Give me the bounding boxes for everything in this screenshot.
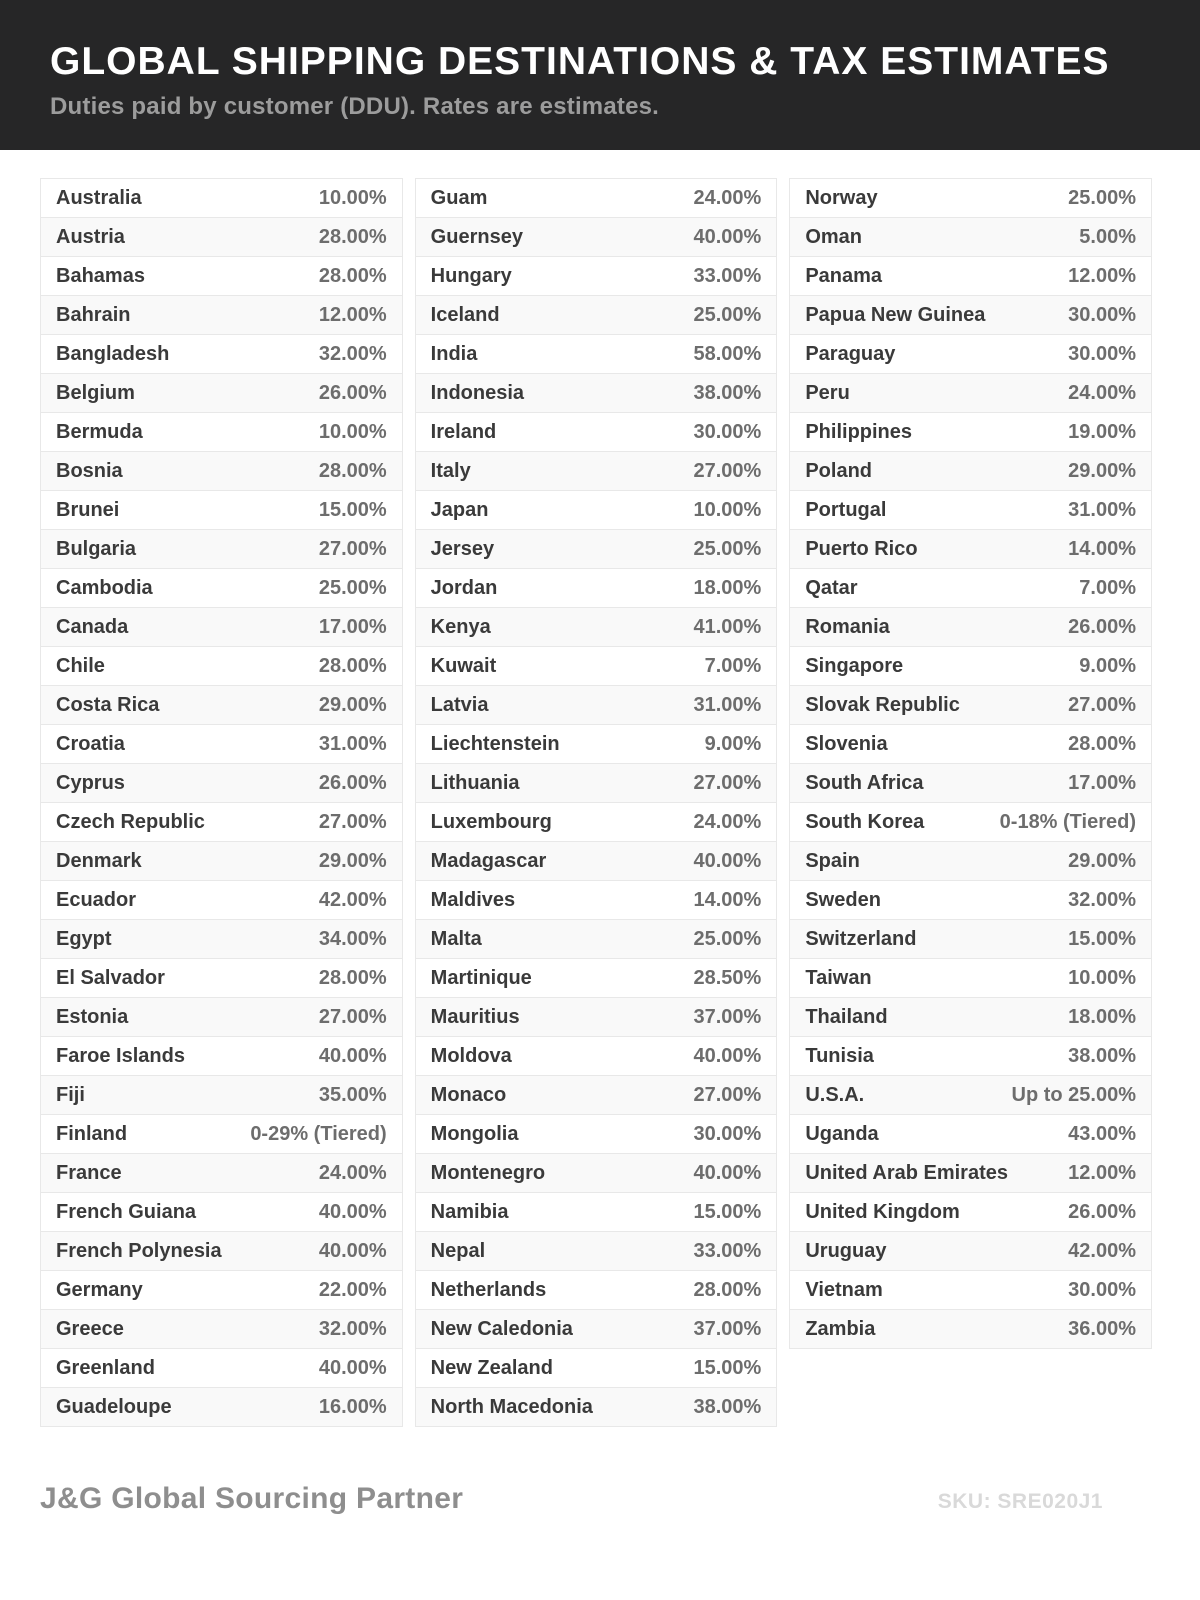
country-name: El Salvador (56, 966, 165, 989)
tax-rate: 15.00% (1068, 927, 1137, 950)
table-row (789, 685, 1152, 725)
table-row (40, 1309, 403, 1349)
tax-rate: 25.00% (693, 927, 762, 950)
country-name: Sweden (805, 888, 881, 911)
tax-rate: 25.00% (1068, 186, 1137, 209)
tax-rate: 30.00% (693, 1122, 762, 1145)
tax-rate: 28.00% (318, 264, 387, 287)
table-row (40, 529, 403, 569)
table-row (40, 880, 403, 920)
country-name: Maldives (430, 888, 516, 911)
tax-rate: 31.00% (693, 693, 762, 716)
tax-rate: 0-29% (Tiered) (250, 1122, 387, 1145)
tax-rate: 25.00% (693, 537, 762, 560)
table-row (415, 334, 778, 374)
table-row (415, 1192, 778, 1232)
country-name: Greece (56, 1317, 124, 1340)
table-row (415, 685, 778, 725)
table-row (40, 217, 403, 257)
table-row (40, 451, 403, 491)
table-row (40, 373, 403, 413)
tax-rate: 26.00% (318, 381, 387, 404)
tax-rate: 15.00% (693, 1200, 762, 1223)
rate-column-2 (415, 178, 778, 1427)
tax-rate: 24.00% (318, 1161, 387, 1184)
table-row (40, 1075, 403, 1115)
table-row (40, 1114, 403, 1154)
country-name: Oman (805, 225, 863, 248)
country-name: Indonesia (430, 381, 525, 404)
table-row (789, 1075, 1152, 1115)
country-name: U.S.A. (805, 1083, 865, 1106)
tax-rate: 28.00% (1068, 732, 1137, 755)
country-name: Taiwan (805, 966, 872, 989)
table-row (40, 997, 403, 1037)
page-subtitle: Duties paid by customer (DDU). Rates are estimates. (50, 93, 660, 120)
country-name: Italy (430, 459, 471, 482)
table-row (415, 217, 778, 257)
country-name: Cambodia (56, 576, 153, 599)
country-name: Fiji (56, 1083, 85, 1106)
table-row (415, 412, 778, 452)
tax-rate: 34.00% (318, 927, 387, 950)
tax-rate: 28.00% (318, 654, 387, 677)
tax-rate: 24.00% (693, 810, 762, 833)
tax-rate: 17.00% (1068, 771, 1137, 794)
table-row (415, 607, 778, 647)
table-row (789, 1153, 1152, 1193)
table-row (415, 724, 778, 764)
tax-rate: 29.00% (318, 693, 387, 716)
country-name: Madagascar (430, 849, 547, 872)
tax-rate: 30.00% (693, 420, 762, 443)
tax-rate: 38.00% (693, 381, 762, 404)
country-name: Bahamas (56, 264, 145, 287)
tax-rate: 27.00% (693, 459, 762, 482)
tax-rate: 40.00% (693, 1161, 762, 1184)
table-row (40, 841, 403, 881)
country-name: Jordan (430, 576, 498, 599)
country-name: Spain (805, 849, 860, 872)
table-row (415, 529, 778, 569)
tax-rate: 24.00% (693, 186, 762, 209)
tax-rate: 40.00% (318, 1044, 387, 1067)
tax-rate: 19.00% (1068, 420, 1137, 443)
table-row (789, 1036, 1152, 1076)
table-row (789, 763, 1152, 803)
table-row (40, 334, 403, 374)
tax-rate: 27.00% (693, 1083, 762, 1106)
country-name: Germany (56, 1278, 143, 1301)
table-row (40, 1348, 403, 1388)
tax-rate: 30.00% (1068, 1278, 1137, 1301)
tax-rate: 7.00% (1079, 576, 1137, 599)
country-name: India (430, 342, 478, 365)
tax-rate: 27.00% (318, 537, 387, 560)
country-name: Mongolia (430, 1122, 519, 1145)
country-name: Norway (805, 186, 878, 209)
country-name: Ireland (430, 420, 497, 443)
page-footer (0, 1482, 1200, 1516)
table-row (415, 1036, 778, 1076)
country-name: Monaco (430, 1083, 507, 1106)
country-name: Estonia (56, 1005, 129, 1028)
tax-rate: 35.00% (318, 1083, 387, 1106)
table-row (415, 1153, 778, 1193)
country-name: Kuwait (430, 654, 497, 677)
country-name: Brunei (56, 498, 120, 521)
table-row (789, 1114, 1152, 1154)
tax-rate: 40.00% (318, 1356, 387, 1379)
table-row (789, 958, 1152, 998)
table-row (789, 997, 1152, 1037)
table-row (40, 1153, 403, 1193)
table-row (415, 997, 778, 1037)
country-name: Portugal (805, 498, 887, 521)
tax-rate: 26.00% (1068, 615, 1137, 638)
tax-rate: 28.50% (693, 966, 762, 989)
table-row (789, 412, 1152, 452)
country-name: Malta (430, 927, 482, 950)
table-row (415, 1114, 778, 1154)
tax-rate: 33.00% (693, 1239, 762, 1262)
tax-rate: 25.00% (693, 303, 762, 326)
country-name: Lithuania (430, 771, 520, 794)
country-name: Guadeloupe (56, 1395, 172, 1418)
country-name: Guernsey (430, 225, 523, 248)
country-name: Puerto Rico (805, 537, 918, 560)
country-name: Uruguay (805, 1239, 887, 1262)
country-name: Canada (56, 615, 129, 638)
tax-rate: 10.00% (318, 420, 387, 443)
table-row (415, 880, 778, 920)
country-name: Guam (430, 186, 488, 209)
table-row (415, 490, 778, 530)
country-name: French Guiana (56, 1200, 197, 1223)
country-name: France (56, 1161, 122, 1184)
tax-rate: 29.00% (1068, 849, 1137, 872)
table-row (40, 256, 403, 296)
country-name: Martinique (430, 966, 532, 989)
tax-rate: 17.00% (318, 615, 387, 638)
tax-rate: 5.00% (1079, 225, 1137, 248)
tax-rate: 24.00% (1068, 381, 1137, 404)
table-row (789, 217, 1152, 257)
table-row (40, 802, 403, 842)
tax-rate: 16.00% (318, 1395, 387, 1418)
rate-column-3 (789, 178, 1152, 1349)
rates-table (0, 150, 1200, 1427)
tax-rate: 25.00% (318, 576, 387, 599)
tax-rate: 10.00% (318, 186, 387, 209)
page-header (0, 0, 1200, 150)
table-row (415, 1387, 778, 1427)
tax-rate: 40.00% (318, 1239, 387, 1262)
country-name: Poland (805, 459, 873, 482)
tax-rate: 32.00% (318, 342, 387, 365)
country-name: Bangladesh (56, 342, 170, 365)
tax-rate: 33.00% (693, 264, 762, 287)
country-name: Vietnam (805, 1278, 883, 1301)
tax-rate: 27.00% (318, 1005, 387, 1028)
tax-rate: 26.00% (318, 771, 387, 794)
tax-rate: 12.00% (1068, 1161, 1137, 1184)
tax-rate: 27.00% (693, 771, 762, 794)
country-name: Slovenia (805, 732, 888, 755)
tax-rate: 14.00% (1068, 537, 1137, 560)
country-name: Montenegro (430, 1161, 546, 1184)
country-name: French Polynesia (56, 1239, 222, 1262)
tax-rate: 38.00% (693, 1395, 762, 1418)
table-row (789, 841, 1152, 881)
country-name: Greenland (56, 1356, 155, 1379)
tax-rate: 9.00% (704, 732, 762, 755)
table-row (40, 958, 403, 998)
table-row (40, 295, 403, 335)
tax-rate: 7.00% (704, 654, 762, 677)
country-name: Iceland (430, 303, 500, 326)
table-row (789, 568, 1152, 608)
country-name: Mauritius (430, 1005, 520, 1028)
table-row (415, 1270, 778, 1310)
table-row (415, 451, 778, 491)
country-name: Singapore (805, 654, 904, 677)
table-row (40, 607, 403, 647)
table-row (40, 178, 403, 218)
table-row (415, 256, 778, 296)
table-row (40, 1192, 403, 1232)
country-name: Hungary (430, 264, 512, 287)
tax-rate: 22.00% (318, 1278, 387, 1301)
tax-rate: 18.00% (1068, 1005, 1137, 1028)
table-row (789, 1192, 1152, 1232)
table-row (40, 919, 403, 959)
tax-rate: 29.00% (1068, 459, 1137, 482)
table-row (789, 295, 1152, 335)
brand-name: J&G Global Sourcing Partner (40, 1482, 464, 1515)
tax-rate: 42.00% (1068, 1239, 1137, 1262)
table-row (40, 763, 403, 803)
tax-rate: 26.00% (1068, 1200, 1137, 1223)
table-row (415, 568, 778, 608)
country-name: North Macedonia (430, 1395, 593, 1418)
table-row (40, 568, 403, 608)
country-name: Croatia (56, 732, 125, 755)
country-name: Tunisia (805, 1044, 874, 1067)
tax-rate: 40.00% (318, 1200, 387, 1223)
table-row (40, 1231, 403, 1271)
tax-rate: 28.00% (318, 459, 387, 482)
tax-rate: 9.00% (1079, 654, 1137, 677)
table-row (40, 646, 403, 686)
country-name: Belgium (56, 381, 135, 404)
country-name: Cyprus (56, 771, 125, 794)
country-name: New Zealand (430, 1356, 553, 1379)
country-name: Latvia (430, 693, 489, 716)
country-name: Luxembourg (430, 810, 552, 833)
table-row (40, 490, 403, 530)
table-row (789, 646, 1152, 686)
tax-rate: 31.00% (318, 732, 387, 755)
tax-rate: 40.00% (693, 849, 762, 872)
country-name: Qatar (805, 576, 858, 599)
country-name: Nepal (430, 1239, 486, 1262)
table-row (789, 724, 1152, 764)
tax-rate: Up to 25.00% (1011, 1083, 1137, 1106)
tax-rate: 36.00% (1068, 1317, 1137, 1340)
tax-rate: 10.00% (693, 498, 762, 521)
tax-rate: 31.00% (1068, 498, 1137, 521)
country-name: Faroe Islands (56, 1044, 185, 1067)
tax-rate: 18.00% (693, 576, 762, 599)
tax-rate: 28.00% (318, 225, 387, 248)
table-row (789, 334, 1152, 374)
table-row (415, 295, 778, 335)
country-name: Kenya (430, 615, 491, 638)
table-row (40, 724, 403, 764)
table-row (415, 178, 778, 218)
country-name: Finland (56, 1122, 128, 1145)
tax-rate: 29.00% (318, 849, 387, 872)
tax-rate: 43.00% (1068, 1122, 1137, 1145)
table-row (415, 1231, 778, 1271)
tax-rate: 27.00% (318, 810, 387, 833)
table-row (789, 1270, 1152, 1310)
tax-rate: 38.00% (1068, 1044, 1137, 1067)
tax-rate: 12.00% (318, 303, 387, 326)
tax-rate: 12.00% (1068, 264, 1137, 287)
country-name: South Korea (805, 810, 925, 833)
country-name: Liechtenstein (430, 732, 560, 755)
tax-rate: 42.00% (318, 888, 387, 911)
table-row (40, 685, 403, 725)
tax-rate: 58.00% (693, 342, 762, 365)
table-row (789, 880, 1152, 920)
country-name: Bosnia (56, 459, 123, 482)
country-name: Philippines (805, 420, 913, 443)
table-row (415, 958, 778, 998)
country-name: Bermuda (56, 420, 143, 443)
country-name: Czech Republic (56, 810, 205, 833)
country-name: Papua New Guinea (805, 303, 986, 326)
country-name: Jersey (430, 537, 495, 560)
tax-rate: 41.00% (693, 615, 762, 638)
tax-rate: 0-18% (Tiered) (999, 810, 1137, 833)
table-row (415, 919, 778, 959)
tax-rate: 30.00% (1068, 303, 1137, 326)
tax-rate: 30.00% (1068, 342, 1137, 365)
table-row (789, 256, 1152, 296)
table-row (415, 646, 778, 686)
tax-rate: 28.00% (318, 966, 387, 989)
country-name: Chile (56, 654, 105, 677)
tax-rate: 15.00% (318, 498, 387, 521)
tax-rate: 32.00% (318, 1317, 387, 1340)
country-name: Switzerland (805, 927, 917, 950)
country-name: Slovak Republic (805, 693, 960, 716)
table-row (789, 373, 1152, 413)
table-row (415, 763, 778, 803)
country-name: Thailand (805, 1005, 888, 1028)
country-name: Netherlands (430, 1278, 547, 1301)
tax-rate: 40.00% (693, 225, 762, 248)
country-name: Costa Rica (56, 693, 160, 716)
table-row (40, 412, 403, 452)
table-row (789, 919, 1152, 959)
table-row (789, 490, 1152, 530)
tax-rate: 32.00% (1068, 888, 1137, 911)
tax-rate: 15.00% (693, 1356, 762, 1379)
country-name: United Kingdom (805, 1200, 960, 1223)
page-title: GLOBAL SHIPPING DESTINATIONS & TAX ESTIMATES (50, 40, 1110, 83)
tax-rate: 27.00% (1068, 693, 1137, 716)
table-row (789, 1231, 1152, 1271)
country-name: South Africa (805, 771, 924, 794)
country-name: Egypt (56, 927, 112, 950)
country-name: Panama (805, 264, 883, 287)
tax-rate: 40.00% (693, 1044, 762, 1067)
country-name: Paraguay (805, 342, 896, 365)
tax-rate: 37.00% (693, 1317, 762, 1340)
country-name: Ecuador (56, 888, 137, 911)
tax-rate: 14.00% (693, 888, 762, 911)
table-row (415, 373, 778, 413)
table-row (415, 841, 778, 881)
table-row (789, 802, 1152, 842)
table-row (789, 1309, 1152, 1349)
table-row (415, 802, 778, 842)
tax-rate: 37.00% (693, 1005, 762, 1028)
table-row (415, 1348, 778, 1388)
table-row (789, 607, 1152, 647)
table-row (40, 1387, 403, 1427)
country-name: Japan (430, 498, 489, 521)
country-name: Denmark (56, 849, 142, 872)
country-name: Peru (805, 381, 850, 404)
tax-rate: 10.00% (1068, 966, 1137, 989)
country-name: Moldova (430, 1044, 512, 1067)
country-name: Zambia (805, 1317, 876, 1340)
country-name: New Caledonia (430, 1317, 573, 1340)
country-name: Namibia (430, 1200, 509, 1223)
country-name: Australia (56, 186, 142, 209)
sku-label: SKU: SRE020J1 (937, 1490, 1103, 1513)
country-name: Bahrain (56, 303, 131, 326)
country-name: Uganda (805, 1122, 879, 1145)
table-row (789, 451, 1152, 491)
tax-rate: 28.00% (693, 1278, 762, 1301)
table-row (40, 1036, 403, 1076)
country-name: Austria (56, 225, 125, 248)
country-name: Bulgaria (56, 537, 137, 560)
table-row (789, 529, 1152, 569)
table-row (415, 1075, 778, 1115)
rate-column-1 (40, 178, 403, 1427)
country-name: Romania (805, 615, 890, 638)
table-row (40, 1270, 403, 1310)
country-name: United Arab Emirates (805, 1161, 1008, 1184)
table-row (415, 1309, 778, 1349)
table-row (789, 178, 1152, 218)
